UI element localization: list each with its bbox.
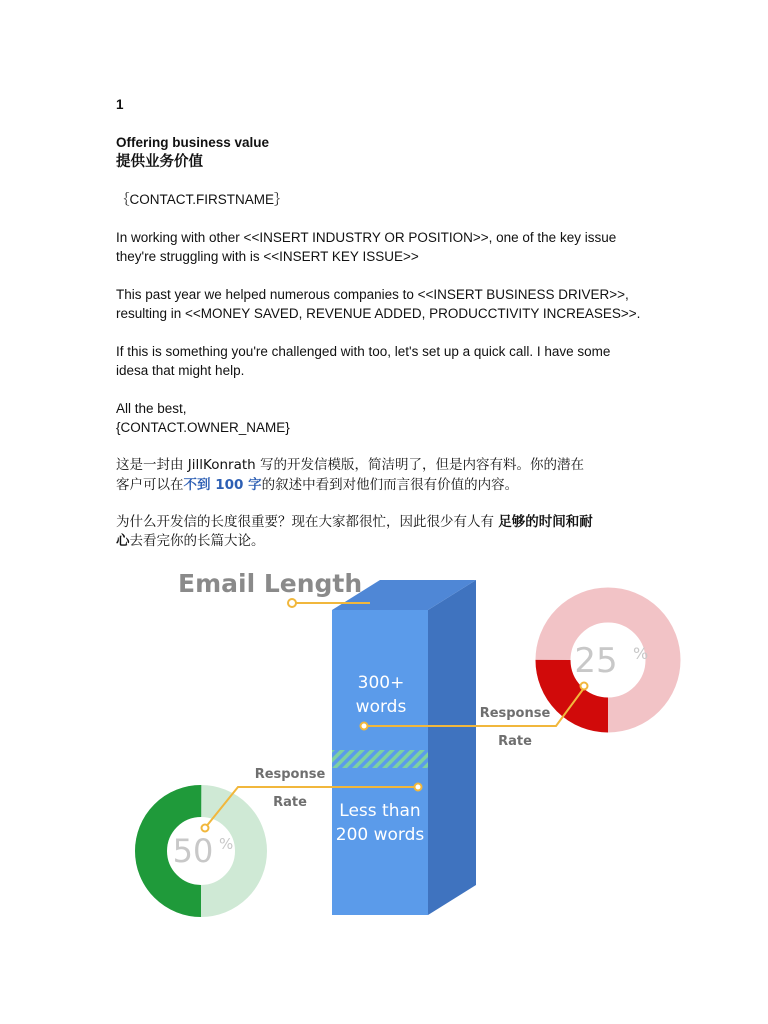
title-connector-dot (288, 599, 296, 607)
short-email-label-line-2: 200 words (335, 825, 425, 845)
short-response-label-line-2: Rate (273, 795, 307, 810)
long-response-label-line-1: Response (479, 706, 551, 721)
long-email-label-line-1: 300+ (357, 673, 405, 693)
long-rate-percent: % (633, 644, 649, 663)
paragraph-2-line-1: This past year we helped numerous companies to <<INSERT BUSINESS DRIVER>>, (116, 287, 629, 302)
greeting-placeholder: ｛CONTACT.FIRSTNAME｝ (116, 192, 288, 207)
short-rate-value: 50 (172, 832, 214, 870)
paragraph-1-line-2: they're struggling with is <<INSERT KEY ISSUE>> (116, 249, 419, 264)
short-email-label-line-1: Less than (339, 801, 421, 821)
bar-side (428, 580, 476, 915)
chinese-text: 为什么开发信的长度很重要？现在大家都很忙，因此很少有人有 (116, 514, 499, 530)
chinese-paragraph-1-line-1: 这是一封由 JillKonrath 写的开发信模版，简洁明了，但是内容有料。你的潜在 (116, 457, 584, 473)
emphasis-text: 足够的时间和耐 (498, 514, 593, 530)
highlight-word-limit: 不到 100 字 (183, 477, 262, 493)
title-english: Offering business value (116, 135, 270, 150)
chinese-text: 客户可以在 (116, 477, 184, 493)
bar-stripe (312, 750, 335, 768)
short-rate-connector-dot-end (202, 825, 209, 832)
section-number: 1 (116, 97, 124, 112)
short-rate-percent: % (219, 835, 234, 853)
paragraph-3-line-1: If this is something you're challenged with too, let's set up a quick call. I have some (116, 344, 611, 359)
long-rate-connector-dot-start (361, 723, 368, 730)
paragraph-1-line-1: In working with other <<INSERT INDUSTRY OR POSITION>>, one of the key issue (116, 230, 617, 245)
long-rate-connector-dot-end (581, 683, 588, 690)
owner-placeholder: {CONTACT.OWNER_NAME} (116, 420, 290, 435)
short-rate-connector-dot-start (415, 784, 422, 791)
infographic-title: Email Length (178, 569, 363, 598)
emphasis-text: 心 (116, 533, 130, 549)
signoff: All the best, (116, 401, 187, 416)
long-email-label-line-2: words (355, 697, 407, 717)
title-chinese: 提供业务价值 (116, 154, 203, 170)
long-response-label-line-2: Rate (498, 734, 532, 749)
chinese-text: 去看完你的长篇大论。 (129, 533, 265, 549)
long-rate-value: 25 (574, 641, 618, 681)
paragraph-2-line-2: resulting in <<MONEY SAVED, REVENUE ADDED, PRODUCCTIVITY INCREASES>>. (116, 306, 641, 321)
paragraph-3-line-2: idesa that might help. (116, 363, 245, 378)
short-response-label-line-1: Response (254, 767, 326, 782)
chinese-text: 的叙述中看到对他们而言很有价值的内容。 (261, 477, 519, 493)
